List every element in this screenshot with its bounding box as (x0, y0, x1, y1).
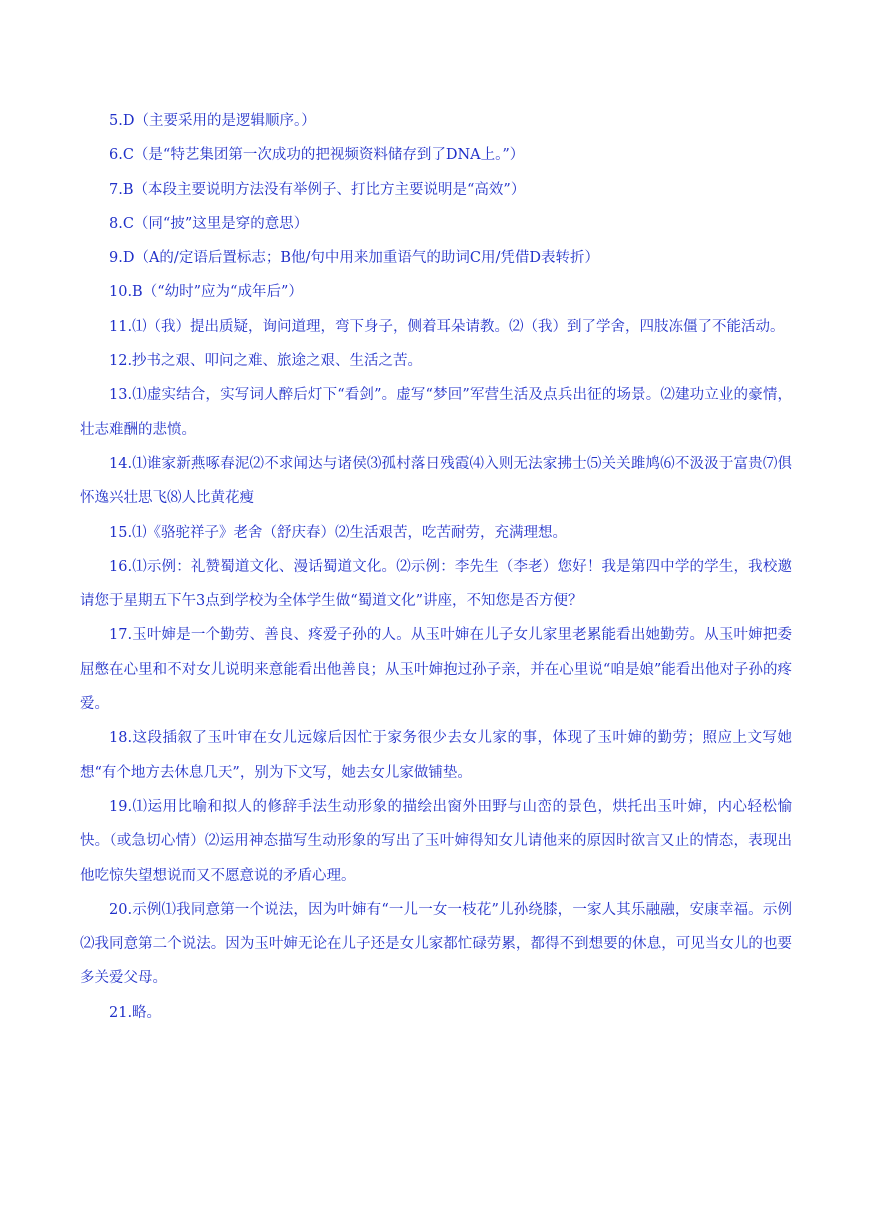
answer-8: 8.C（同“披”这里是穿的意思） (109, 215, 309, 232)
answer-14: 14.⑴谁家新燕啄春泥⑵不求闻达与诸侯⑶孤村落日残霞⑷入则无法家拂士⑸关关雎鸠⑹不汲汲于富贵⑺俱怀逸兴壮思飞⑻人比黄花瘦 (80, 455, 792, 507)
answer-21: 21.略。 (109, 1004, 162, 1021)
answer-key-document (80, 104, 792, 1030)
answer-12: 12.抄书之艰、叩问之难、旅途之艰、生活之苦。 (109, 353, 423, 370)
answer-9: 9.D（A的/定语后置标志；B他/句中用来加重语气的助词C用/凭借D表转折） (109, 250, 599, 267)
answer-17: 17.玉叶婶是一个勤劳、善良、疼爱子孙的人。从玉叶婶在儿子女儿家里老累能看出她勤劳。从玉叶婶把委屈憋在心里和不对女儿说明来意能看出他善良；从玉叶婶抱过孙子亲，并在心里说“咱是娘”能看出他对子孙的疼爱。 (80, 627, 792, 713)
answer-10: 10.B（“幼时”应为“成年后”） (109, 284, 303, 301)
answer-5: 5.D（主要采用的是逻辑顺序。） (109, 113, 316, 129)
answer-15: 15.⑴《骆驼祥子》老舍（舒庆春）⑵生活艰苦，吃苦耐劳，充满理想。 (109, 524, 568, 541)
answer-18: 18.这段插叙了玉叶审在女儿远嫁后因忙于家务很少去女儿家的事，体现了玉叶婶的勤劳；照应上文写她想“有个地方去休息几天”，别为下文写，她去女儿家做铺垫。 (80, 730, 792, 781)
answer-16: 16.⑴示例：礼赞蜀道文化、漫话蜀道文化。⑵示例：李先生（李老）您好！我是第四中学的学生，我校邀请您于星期五下午3点到学校为全体学生做“蜀道文化”讲座，不知您是否方便？ (80, 558, 792, 610)
answer-11: 11.⑴（我）提出质疑，询问道理，弯下身子，侧着耳朵请教。⑵（我）到了学舍，四肢冻僵了不能活动。 (109, 318, 785, 335)
answer-19: 19.⑴运用比喻和拟人的修辞手法生动形象的描绘出窗外田野与山峦的景色，烘托出玉叶婶，内心轻松愉快。（或急切心情）⑵运用神态描写生动形象的写出了玉叶婶得知女儿请他来的原因时欲言又止的情态，表现出他吃惊失望想说而又不愿意说的矛盾心理。 (80, 798, 792, 884)
answer-20: 20.示例⑴我同意第一个说法，因为叶婶有“一儿一女一枝花”儿孙绕膝，一家人其乐融融，安康幸福。示例⑵我同意第二个说法。因为玉叶婶无论在儿子还是女儿家都忙碌劳累，都得不到想要的休息，可见当女儿的也要多关爱父母。 (80, 901, 792, 987)
answer-13: 13.⑴虚实结合，实写词人醉后灯下“看剑”。虚写“梦回”军营生活及点兵出征的场景。⑵建功立业的豪情，壮志难酬的悲愤。 (80, 387, 792, 438)
answer-7: 7.B（本段主要说明方法没有举例子、打比方主要说明是“高效”） (109, 181, 526, 198)
answer-6: 6.C（是“特艺集团第一次成功的把视频资料储存到了DNA上。”） (109, 147, 525, 164)
